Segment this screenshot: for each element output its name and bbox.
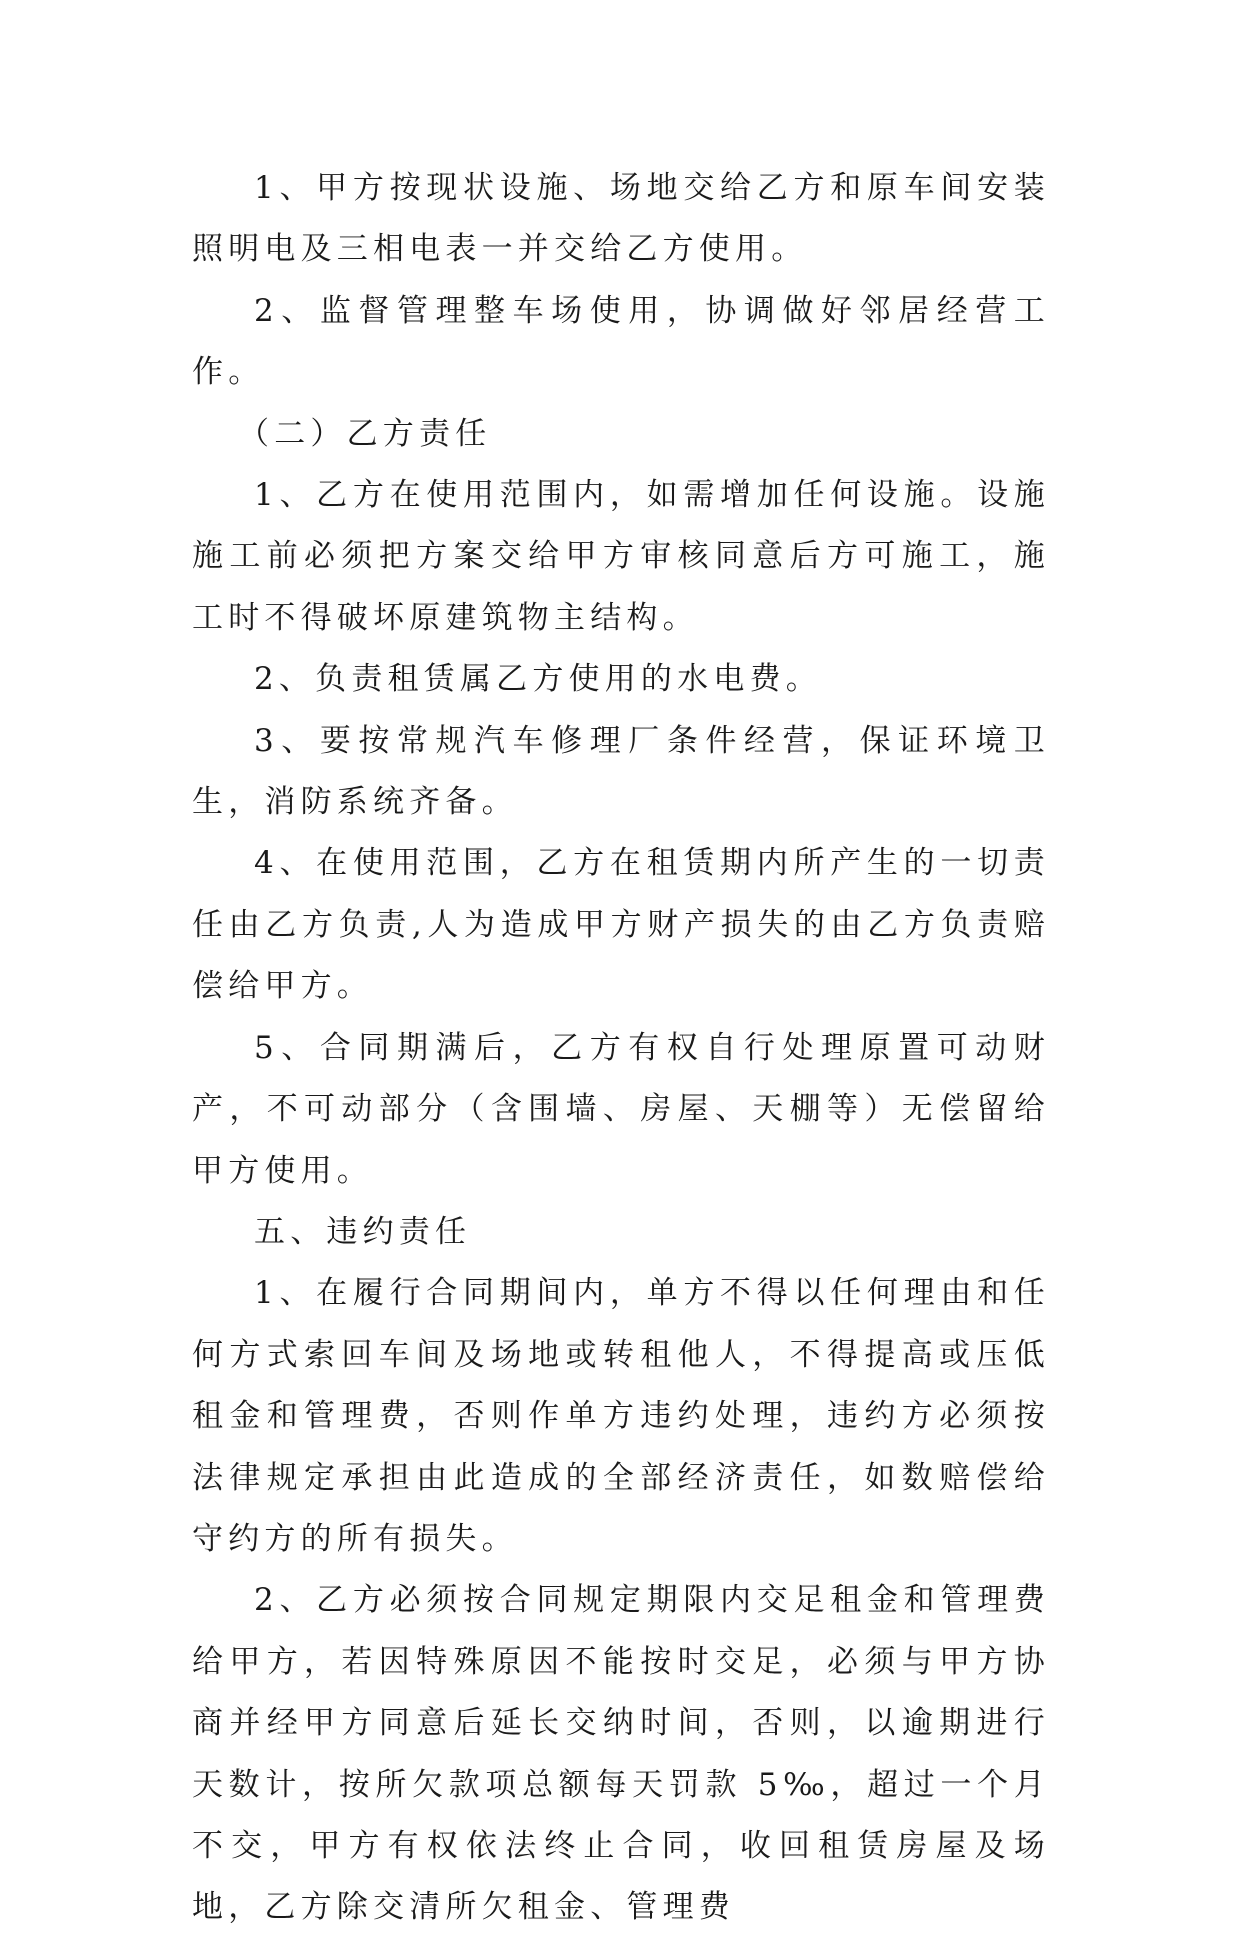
paragraph-breach-1: 1、在履行合同期间内，单方不得以任何理由和任何方式索回车间及场地或转租他人，不得提高或压低租金和管理费，否则作单方违约处理，违约方必须按法律规定承担由此造成的全部经济责任，如数赔偿给守约方的所有损失。: [192, 1275, 1050, 1557]
paragraph-party-a-duty-1: 1、甲方按现状设施、场地交给乙方和原车间安装照明电及三相电表一并交给乙方使用。: [192, 170, 1050, 268]
paragraph-party-a-duty-2: 2、监督管理整车场使用，协调做好邻居经营工作。: [192, 292, 1050, 391]
paragraph-party-b-duty-5: 5、合同期满后，乙方有权自行处理原置可动财产，不可动部分（含围墙、房屋、天棚等）无偿留给甲方使用。: [192, 1029, 1050, 1189]
paragraph-party-b-duty-4: 4、在使用范围，乙方在租赁期内所产生的一切责任由乙方负责,人为造成甲方财产损失的由乙方负责赔偿给甲方。: [192, 845, 1050, 1005]
document-body: [192, 158, 1050, 1939]
paragraph-breach-2: 2、乙方必须按合同规定期限内交足租金和管理费给甲方，若因特殊原因不能按时交足，必须与甲方协商并经甲方同意后延长交纳时间，否则，以逾期进行天数计，按所欠款项总额每天罚款 5‰，超过一个月不交，甲方有权依法终止合同，收回租赁房屋及场地，乙方除交清所欠租金、管理费: [192, 1582, 1050, 1926]
section-heading-breach: 五、违约责任: [254, 1213, 472, 1250]
section-heading-party-b: （二）乙方责任: [238, 415, 492, 452]
paragraph-party-b-duty-3: 3、要按常规汽车修理厂条件经营，保证环境卫生，消防系统齐备。: [192, 722, 1050, 821]
paragraph-party-b-duty-1: 1、乙方在使用范围内，如需增加任何设施。设施施工前必须把方案交给甲方审核同意后方可施工，施工时不得破坏原建筑物主结构。: [192, 477, 1050, 636]
paragraph-party-b-duty-2: 2、负责租赁属乙方使用的水电费。: [254, 661, 822, 698]
